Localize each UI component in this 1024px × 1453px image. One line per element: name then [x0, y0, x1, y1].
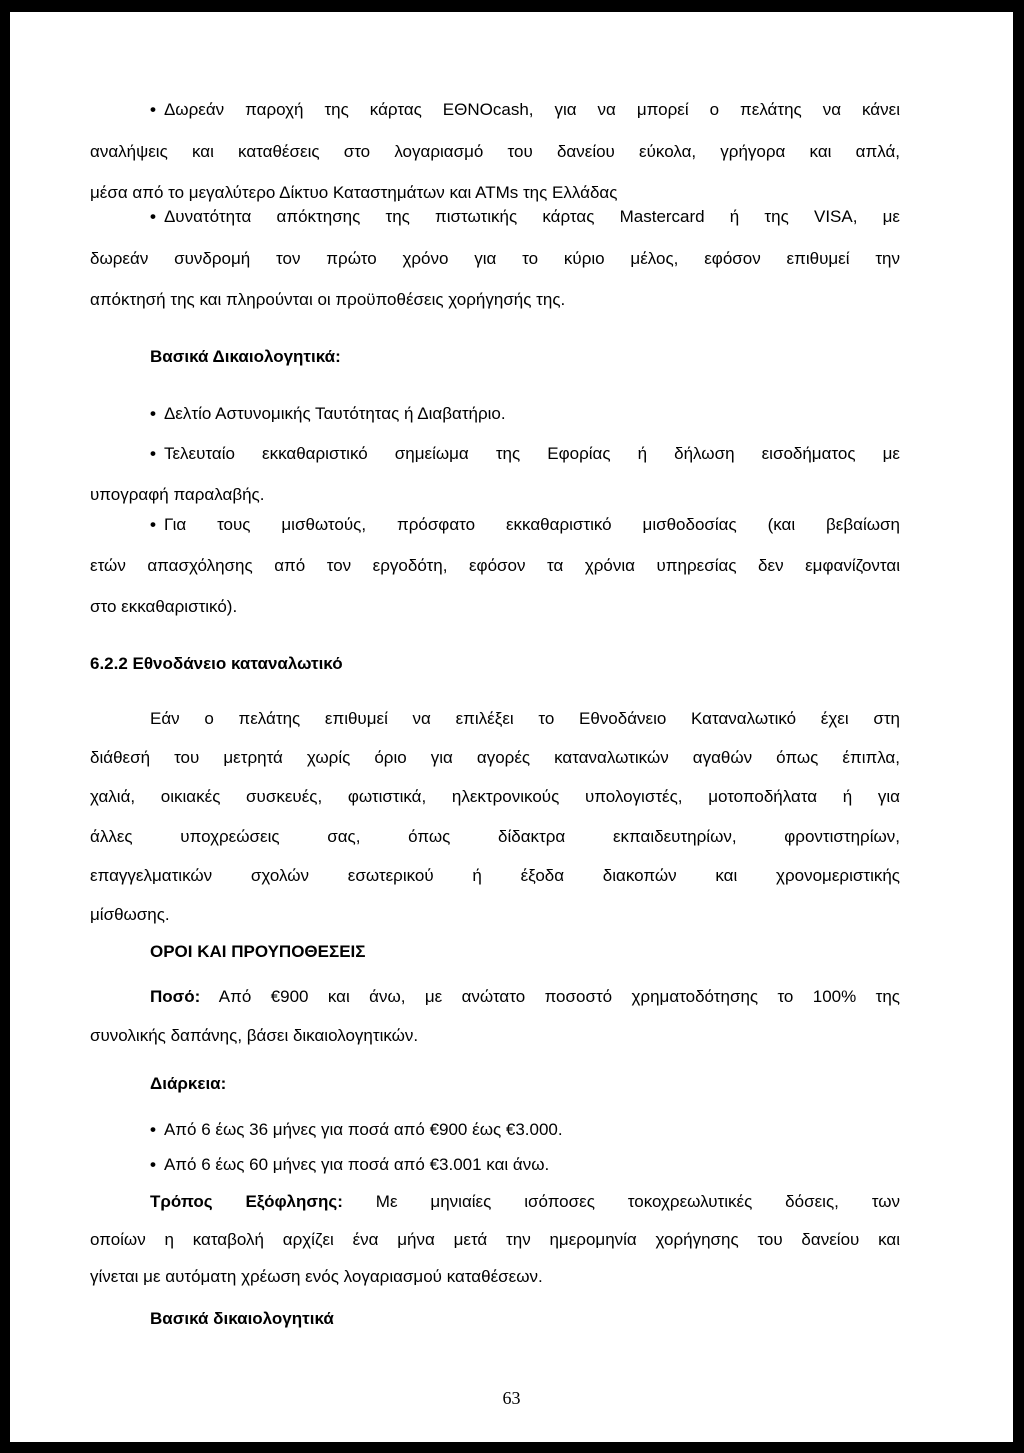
section-heading: 6.2.2 Εθνοδάνειο καταναλωτικό — [90, 654, 343, 673]
paragraph-line: γίνεται με αυτόματη χρέωση ενός λογαριασμού καταθέσεων. — [90, 1267, 543, 1286]
document-page — [10, 12, 1013, 1442]
list-item: • Δελτίο Αστυνομικής Ταυτότητας ή Διαβατήριο. — [150, 404, 506, 423]
amount-line: Ποσό: Από €900 και άνω, με ανώτατο ποσοστό χρηματοδότησης το 100% της — [150, 987, 900, 1006]
paragraph-line: μίσθωσης. — [90, 905, 170, 924]
paragraph-line: άλλες υποχρεώσεις σας, όπως δίδακτρα εκπαιδευτηρίων, φροντιστηρίων, — [90, 827, 900, 846]
bullet-paragraph-line: • Δωρεάν παροχή της κάρτας ΕΘΝΟcash, για να μπορεί ο πελάτης να κάνει — [150, 100, 900, 119]
page-number: 63 — [502, 1388, 521, 1408]
list-item: • Για τους μισθωτούς, πρόσφατο εκκαθαριστικό μισθοδοσίας (και βεβαίωση — [150, 515, 900, 534]
bullet-icon: • — [150, 100, 156, 119]
terms-heading: ΟΡΟΙ ΚΑΙ ΠΡΟΥΠΟΘΕΣΕΙΣ — [150, 942, 366, 961]
paragraph-line: οποίων η καταβολή αρχίζει ένα μήνα μετά την ημερομηνία χορήγησης του δανείου και — [90, 1230, 900, 1249]
paragraph-line: χαλιά, οικιακές συσκευές, φωτιστικά, ηλεκτρονικούς υπολογιστές, μοτοποδήλατα ή για — [90, 787, 900, 806]
section-heading: Βασικά δικαιολογητικά — [150, 1309, 334, 1328]
amount-label: Ποσό: — [150, 987, 201, 1006]
bullet-paragraph-line: • Δυνατότητα απόκτησης της πιστωτικής κάρτας Mastercard ή της VISA, με — [150, 207, 900, 226]
bullet-icon: • — [150, 515, 156, 534]
paragraph-line: απόκτησή της και πληρούνται οι προϋποθέσεις χορήγησής της. — [90, 290, 566, 309]
bullet-icon: • — [150, 404, 156, 423]
list-item: • Από 6 έως 60 μήνες για ποσά από €3.001 και άνω. — [150, 1155, 550, 1174]
section-heading: Βασικά Δικαιολογητικά: — [150, 347, 341, 366]
repayment-label: Τρόπος Εξόφλησης: — [150, 1192, 343, 1211]
list-item: • Τελευταίο εκκαθαριστικό σημείωμα της Εφορίας ή δήλωση εισοδήματος με — [150, 444, 900, 463]
bullet-icon: • — [150, 444, 156, 463]
paragraph-line: υπογραφή παραλαβής. — [90, 485, 265, 504]
paragraph-line: μέσα από το μεγαλύτερο Δίκτυο Καταστημάτων και ΑΤΜs της Ελλάδας — [90, 183, 618, 202]
paragraph-line: διάθεσή του μετρητά χωρίς όριο για αγορές καταναλωτικών αγαθών όπως έπιπλα, — [90, 748, 900, 767]
list-item: • Από 6 έως 36 μήνες για ποσά από €900 έως €3.000. — [150, 1120, 563, 1139]
paragraph-line: δωρεάν συνδρομή τον πρώτο χρόνο για το κύριο μέλος, εφόσον επιθυμεί την — [90, 249, 900, 268]
paragraph-line: επαγγελματικών σχολών εσωτερικού ή έξοδα διακοπών και χρονομεριστικής — [90, 866, 900, 885]
paragraph-line: συνολικής δαπάνης, βάσει δικαιολογητικών. — [90, 1026, 419, 1045]
bullet-icon: • — [150, 1120, 156, 1139]
paragraph-line: στο εκκαθαριστικό). — [90, 597, 238, 616]
paragraph-line: Εάν ο πελάτης επιθυμεί να επιλέξει το Εθνοδάνειο Καταναλωτικό έχει στη — [150, 709, 900, 728]
bullet-icon: • — [150, 207, 156, 226]
repayment-line: Τρόπος Εξόφλησης: Με μηνιαίες ισόποσες τοκοχρεωλυτικές δόσεις, των — [150, 1192, 901, 1211]
paragraph-line: αναλήψεις και καταθέσεις στο λογαριασμό του δανείου εύκολα, γρήγορα και απλά, — [90, 142, 900, 161]
paragraph-line: ετών απασχόλησης από τον εργοδότη, εφόσον τα χρόνια υπηρεσίας δεν εμφανίζονται — [90, 556, 900, 575]
bullet-icon: • — [150, 1155, 156, 1174]
duration-label: Διάρκεια: — [150, 1074, 227, 1093]
